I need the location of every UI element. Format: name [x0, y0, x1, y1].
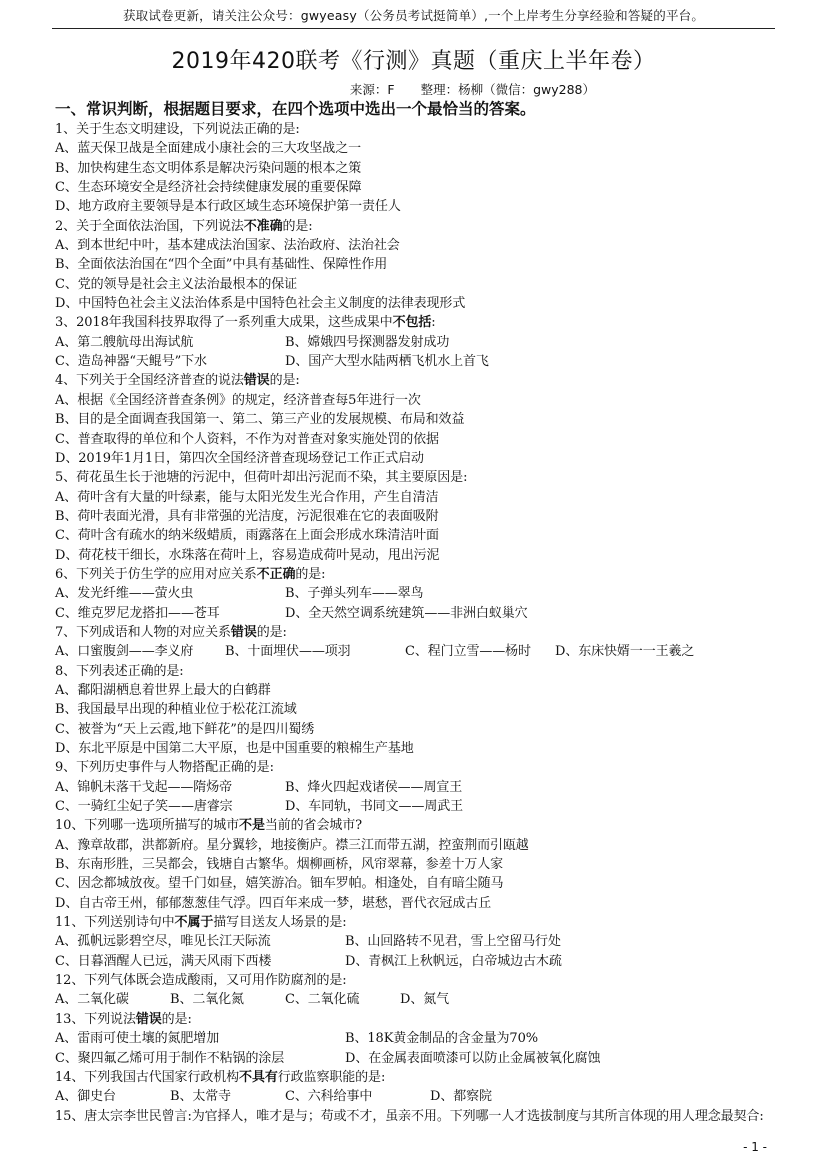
option: B、二氧化氮	[170, 992, 244, 1008]
option: B、目的是全面调查我国第一、第二、第三产业的发展规模、布局和效益	[55, 412, 465, 428]
option: C、造岛神器“天鲲号”下水	[55, 354, 207, 370]
question-stem: 8、下列表述正确的是:	[55, 663, 184, 679]
option-row	[55, 1049, 772, 1068]
option: B、荷叶表面光滑，具有非常强的光洁度，污泥很难在它的表面吸附	[55, 508, 439, 524]
question-stem: 13、下列说法错误的是:	[55, 1011, 192, 1027]
option: D、都察院	[430, 1089, 492, 1105]
question-stem: 10、下列哪一选项所描写的城市不是当前的省会城市?	[55, 818, 363, 834]
exam-content	[55, 98, 772, 1126]
question-keyword: 错误	[230, 624, 257, 640]
option-row	[55, 352, 772, 371]
section-title: 一、常识判断，根据题目要求，在四个选项中选出一个最恰当的答案。	[55, 100, 536, 118]
option: D、2019年1月1日，第四次全国经济普查现场登记工作正式启动	[55, 450, 424, 466]
option-row	[55, 1029, 772, 1048]
option: A、孤帆远影碧空尽，唯见长江天际流	[55, 934, 271, 950]
option: D、青枫江上秋帆远，白帝城边古木疏	[345, 953, 562, 969]
option: D、东床快婿一一王羲之	[555, 644, 695, 660]
question-stem: 7、下列成语和人物的对应关系错误的是:	[55, 624, 287, 640]
option: C、程门立雪——杨时	[405, 644, 531, 660]
question-stem: 4、下列关于全国经济普查的说法错误的是:	[55, 373, 300, 389]
option: B、烽火四起戏诸侯——周宣王	[285, 779, 463, 795]
option: B、山回路转不见君，雪上空留马行处	[345, 934, 561, 950]
option: C、维克罗尼龙搭扣——苍耳	[55, 605, 220, 621]
option: C、一骑红尘妃子笑——唐睿宗	[55, 799, 233, 815]
question-keyword: 错误	[135, 1011, 162, 1027]
question-keyword: 不包括	[392, 315, 432, 331]
option: A、蓝天保卫战是全面建成小康社会的三大攻坚战之一	[55, 141, 361, 157]
question-stem: 15、唐太宗李世民曾言:为官择人，唯才是与；苟或不才，虽亲不用。下列哪一人才选拔制度与其所言体现的用人理念最契合:	[55, 1108, 764, 1124]
option: C、普查取得的单位和个人资料，不作为对普查对象实施处罚的依据	[55, 431, 439, 447]
option: D、全天然空调系统建筑——非洲白蚁巢穴	[285, 605, 528, 621]
question-keyword: 不是	[239, 818, 265, 834]
option: C、聚四氟乙烯可用于制作不粘锅的涂层	[55, 1050, 285, 1066]
option: B、全面依法治国在“四个全面”中具有基础性、保障性作用	[55, 257, 388, 273]
question-stem: 3、2018年我国科技界取得了一系列重大成果，这些成果中不包括:	[55, 315, 436, 331]
option: A、到本世纪中叶，基本建成法治国家、法治政府、法治社会	[55, 238, 400, 254]
option-row	[55, 584, 772, 603]
option: A、第二艘航母出海试航	[55, 334, 194, 350]
question-stem: 12、下列气体既会造成酸雨，又可用作防腐剂的是:	[55, 973, 347, 989]
option: A、根据《全国经济普查条例》的规定，经济普查每5年进行一次	[55, 392, 421, 408]
option: D、国产大型水陆两栖飞机水上首飞	[285, 354, 489, 370]
question-stem: 6、下列关于仿生学的应用对应关系不正确的是:	[55, 566, 326, 582]
page-number: - 1 -	[743, 1140, 767, 1154]
option: D、在金属表面喷漆可以防止金属被氧化腐蚀	[345, 1050, 601, 1066]
question-keyword: 不属于	[174, 915, 214, 931]
option-row	[55, 797, 772, 816]
question-stem: 1、关于生态文明建设，下列说法正确的是:	[55, 122, 300, 137]
page-title: 2019年420联考《行测》真题（重庆上半年卷）	[171, 49, 656, 74]
question-keyword: 不正确	[256, 566, 296, 582]
option: C、生态环境安全是经济社会持续健康发展的重要保障	[55, 180, 362, 196]
option: C、日暮酒醒人已远，满天风雨下西楼	[55, 953, 272, 969]
question-stem: 9、下列历史事件与人物搭配正确的是:	[55, 760, 274, 776]
source-line	[350, 80, 595, 98]
compiler-label: 整理：杨柳（微信：gwy288）	[420, 82, 595, 97]
option: B、18K黄金制品的含金量为70%	[345, 1031, 539, 1047]
option: C、二氧化硫	[285, 992, 360, 1008]
option: D、车同轨，书同文——周武王	[285, 799, 464, 815]
option: D、自古帝王州，郁郁葱葱佳气浮。四百年来成一梦，堪愁，晋代衣冠成古丘	[55, 895, 492, 911]
question-stem: 2、关于全面依法治国，下列说法不准确的是:	[55, 218, 313, 234]
option-row	[55, 333, 772, 352]
question-stem: 5、荷花虽生长于池塘的污泥中，但荷叶却出污泥而不染，其主要原因是:	[55, 470, 468, 486]
header-notice: 获取试卷更新，请关注公众号：gwyeasy（公务员考试挺简单）,一个上岸考生分享经验和答疑的平台。	[122, 8, 705, 23]
option: C、六科给事中	[285, 1089, 373, 1105]
option: D、东北平原是中国第二大平原，也是中国重要的粮棉生产基地	[55, 741, 414, 756]
option: D、荷花枝干细长，水珠落在荷叶上，容易造成荷叶晃动，甩出污泥	[55, 547, 440, 563]
option-row	[55, 990, 772, 1009]
option: A、发光纤维——萤火虫	[55, 586, 194, 602]
question-keyword: 不准确	[243, 218, 283, 234]
option: D、氮气	[400, 992, 450, 1008]
option: B、子弹头列车——翠鸟	[285, 586, 424, 602]
option: C、荷叶含有疏水的纳米级蜡质，雨露落在上面会形成水珠清洁叶面	[55, 528, 439, 544]
option: A、御史台	[55, 1089, 116, 1105]
option-row	[55, 642, 772, 661]
question-keyword: 不具有	[239, 1069, 278, 1085]
option: A、豫章故郡，洪都新府。星分翼轸，地接衡庐。襟三江而带五湖，控蛮荆而引瓯越	[55, 837, 529, 853]
option: A、荷叶含有大量的叶绿素，能与太阳光发生光合作用，产生自清洁	[55, 489, 439, 505]
option-row	[55, 932, 772, 951]
option-row	[55, 778, 772, 797]
question-keyword: 错误	[243, 373, 270, 389]
option: A、雷雨可使土壤的氮肥增加	[55, 1031, 220, 1047]
header-divider	[52, 28, 775, 29]
option: B、十面埋伏——项羽	[225, 644, 351, 660]
option: C、因念都城放夜。望千门如昼，嬉笑游冶。钿车罗帕。相逢处，自有暗尘随马	[55, 876, 504, 892]
source-label: 来源：F	[349, 82, 395, 97]
option: B、太常寺	[170, 1089, 232, 1105]
option: C、党的领导是社会主义法治最根本的保证	[55, 276, 298, 292]
option: B、嫦娥四号探测器发射成功	[285, 334, 450, 350]
option: A、二氧化碳	[55, 992, 129, 1008]
option-row	[55, 952, 772, 971]
option: B、东南形胜，三吴都会，钱塘自古繁华。烟柳画桥，风帘翠幕，参差十万人家	[55, 857, 504, 873]
option: B、加快构建生态文明体系是解决污染问题的根本之策	[55, 160, 362, 176]
option: D、中国特色社会主义法治体系是中国特色社会主义制度的法律表现形式	[55, 296, 466, 312]
option-row	[55, 604, 772, 623]
option: B、我国最早出现的种植业位于松花江流域	[55, 702, 297, 718]
question-stem: 14、下列我国古代国家行政机构不具有行政监察职能的是:	[55, 1069, 386, 1085]
option: A、口蜜腹剑——李义府	[55, 644, 194, 660]
option: A、锦帆未落干戈起——隋炀帝	[55, 779, 232, 795]
option: C、被誉为“天上云霞,地下鲜花”的是四川蜀绣	[55, 721, 315, 737]
option: A、鄱阳湖栖息着世界上最大的白鹤群	[55, 682, 271, 698]
option: D、地方政府主要领导是本行政区域生态环境保护第一责任人	[55, 199, 401, 215]
question-stem: 11、下列送别诗句中不属于描写目送友人场景的是:	[55, 915, 347, 931]
option-row	[55, 1087, 772, 1106]
